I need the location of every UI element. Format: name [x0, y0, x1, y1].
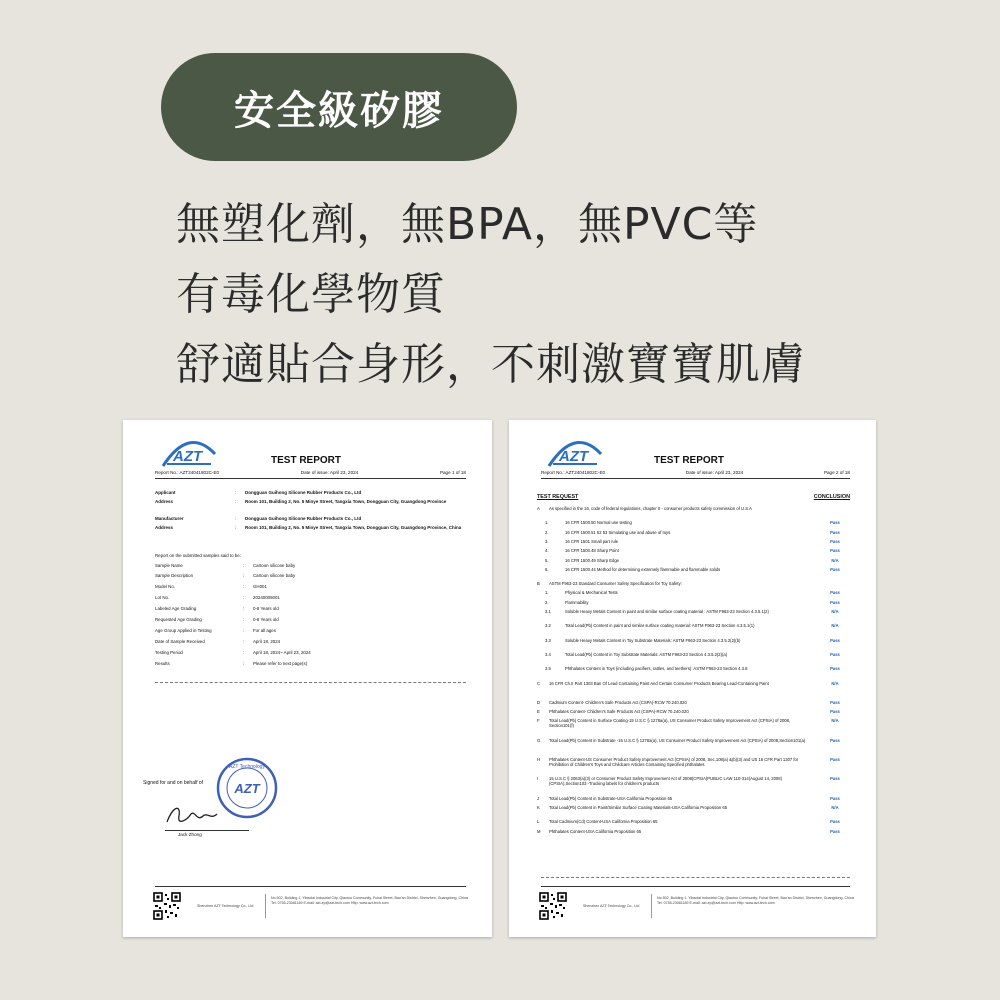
headline-line-2: 有毒化學物質	[176, 269, 446, 320]
footer-company: Shenzhen AZT Technology Co., Ltd	[583, 904, 640, 908]
report-footer	[539, 892, 854, 922]
test-item-text: 16 CFR Ch.II Part 1303 Ban Of Lead Containing Paint And Certain Consumer Products Bearing Lead-Containing Paint	[549, 680, 769, 686]
test-item-mark: C	[537, 680, 541, 686]
headline-line-1: 無塑化劑，無BPA，無PVC等	[176, 199, 759, 250]
test-item-text: 16 CFR 1500.44 Method for determining extremely flammable and flammable solids	[565, 566, 721, 572]
footer-separator	[265, 894, 266, 918]
test-item-result: Pass	[830, 548, 840, 554]
test-item-mark: L	[537, 819, 540, 825]
sample-row: Lot No. : 20240005001	[155, 595, 280, 600]
test-item-result: Pass	[830, 828, 840, 834]
test-item-text: As specified in the 16, code of federal regulations, chapter II - consumer products safety commission of U.S.A	[549, 506, 752, 511]
divider	[541, 478, 850, 479]
test-item-text: 16 CFR 1500.48 Sharp Point	[565, 548, 619, 554]
test-request-header	[537, 494, 850, 500]
test-item-mark: M	[537, 828, 541, 834]
divider	[155, 478, 466, 479]
footer-company: Shenzhen AZT Technology Co., Ltd	[197, 904, 254, 908]
test-item-mark: J	[537, 795, 540, 801]
sample-row: Model No. : GH001	[155, 584, 267, 589]
test-item-row	[537, 819, 850, 824]
test-item-mark: K	[537, 804, 540, 810]
test-item-result	[820, 506, 850, 511]
test-item-row	[537, 709, 850, 714]
test-item-result: Pass	[830, 651, 840, 657]
test-item-row	[537, 590, 850, 595]
test-item-row	[537, 829, 850, 834]
test-item-row	[537, 520, 850, 525]
test-item-row	[537, 700, 850, 705]
test-item-result: Pass	[830, 737, 840, 743]
company-row: Address : Room 101, Building 2, No. 5 Minye Street, Tangxia Town, Dongguan City, Guangdong Province, China	[155, 525, 462, 530]
test-item-mark: E	[537, 709, 540, 715]
report-meta	[155, 470, 466, 475]
test-item-row	[537, 776, 850, 786]
test-item-text: 16 CFR 1500.51 52 53 Simulating use and abuse of toys	[565, 529, 671, 535]
test-item-result: Pass	[830, 529, 840, 535]
report-date: Date of issue: April 23, 2024	[300, 470, 359, 475]
dashed-divider	[155, 682, 466, 683]
test-item-result: N/A	[831, 680, 839, 686]
test-item-mark: 3.	[545, 538, 549, 544]
sample-row: Requested Age Grading : 0-8 Years old	[155, 617, 279, 622]
conclusion-label: CONCLUSION	[813, 494, 850, 500]
azt-logo-icon	[159, 434, 219, 470]
svg-text:AZT: AZT	[173, 448, 203, 465]
svg-text:AZT: AZT	[559, 448, 589, 465]
qr-code-icon	[539, 892, 567, 920]
report-page: Page 2 of 18	[823, 470, 850, 475]
svg-text:AZT: AZT	[234, 781, 260, 796]
dashed-divider	[541, 877, 850, 878]
test-item-mark: 3.2	[545, 623, 551, 629]
test-item-result: N/A	[831, 804, 839, 810]
footer-address: No.502, Building 1, Yibaolai Industrial City, Qiaotou Community, Fuhai Street, Bao'an District, Shenzhen, Guangdong, China Tel: 0755-23081189 E-mail: azt-ep@azt-tech.com Http: www.azt-tech.com	[271, 896, 468, 905]
report-number: Report No.: AZT24041802C-E0	[155, 470, 220, 475]
test-item-text: 16 CFR 1500.50 Normal use testing	[565, 520, 632, 526]
sample-row: Results : Please refer to next page(s)	[155, 661, 308, 666]
test-item-text: ASTM F963-23 Standard Consumer Safety Specification for Toy Safety:	[549, 581, 682, 587]
test-item-row	[537, 548, 850, 553]
test-item-mark: 5.	[545, 557, 549, 563]
sample-row: Age Group Applied in Testing : For all ages	[155, 628, 276, 633]
test-item-mark: A	[537, 506, 540, 511]
test-item-text: Total Lead(Pb) Content in paint and similar surface coating material: ASTM F963-23 Section 4.3.5.1(1)	[565, 623, 755, 629]
test-item-row	[537, 757, 850, 767]
test-item-text: Flammability	[565, 599, 589, 605]
test-item-result	[820, 581, 850, 586]
title-banner	[161, 53, 517, 161]
test-item-row	[537, 506, 850, 511]
test-item-row	[537, 738, 850, 743]
azt-logo-icon	[545, 434, 605, 470]
company-row: Address : Room 101, Building 2, No. 5 Minye Street, Tangxia Town, Dongguan City, Guangdong Province	[155, 499, 447, 504]
test-item-result: Pass	[830, 666, 840, 672]
test-item-result: Pass	[830, 819, 840, 825]
test-item-result: N/A	[831, 557, 839, 563]
test-item-text: Physical & Mechanical Tests	[565, 590, 618, 596]
test-item-result: Pass	[830, 757, 840, 762]
test-item-mark: G	[537, 737, 541, 743]
test-item-row	[537, 581, 850, 586]
test-item-mark: F	[537, 718, 540, 724]
test-report-page-1	[123, 420, 492, 937]
test-item-result: Pass	[830, 599, 840, 605]
signature-icon	[161, 800, 231, 830]
test-item-result: Pass	[830, 590, 840, 596]
test-item-mark: I	[537, 776, 539, 782]
test-item-text: Total Lead(Pb) Content in Toy Substrate Materials: ASTM F963-23 Section 4.3.5.2(2)(a)	[565, 651, 728, 657]
sample-row: Sample Name : Cartoon silicone baby	[155, 563, 296, 568]
test-item-mark: 1.	[545, 520, 549, 526]
report-footer	[153, 892, 470, 922]
test-item-row	[537, 623, 850, 628]
test-item-mark: 1.	[545, 590, 549, 596]
company-row: Applicant : Dongguan Guihong Silicone Rubber Products Co., Ltd	[155, 490, 362, 495]
test-item-text: Phthalates Content-US Consumer Product Safety Improvement Act (CPSIA) of 2008, Sec.108(a) &(b)(3) and US 16 CFR Part 1307 for Prohibition of Children's Toys and Childcare Articles Containing Specified phthalates	[549, 757, 799, 767]
signed-label: Signed for and on behalf of	[143, 780, 204, 786]
sample-intro: Report on the submitted samples said to be:	[155, 553, 241, 558]
test-item-mark: D	[537, 699, 541, 705]
test-item-row	[537, 530, 850, 535]
test-item-result: N/A	[831, 609, 839, 614]
test-item-mark: B	[537, 581, 540, 587]
test-report-page-2	[509, 420, 876, 937]
test-item-text: Phthalates Content- Children's Safe Products Act (CSPA)-RCW 70.240.020	[549, 709, 689, 715]
report-title: TEST REPORT	[271, 455, 342, 466]
test-item-result: Pass	[830, 776, 840, 782]
test-request-label: TEST REQUEST	[537, 494, 579, 500]
test-item-text: Cadmium Content- Children's Safe Products Act (CSPA)-RCW 70.240.020	[549, 699, 687, 705]
svg-text:AZT Technology: AZT Technology	[229, 764, 265, 770]
test-item-result: N/A	[831, 623, 839, 629]
report-title: TEST REPORT	[654, 455, 725, 466]
company-row: Manufacturer : Dongguan Guihong Silicone Rubber Products Co., Ltd	[155, 516, 362, 521]
test-item-result: Pass	[830, 566, 840, 572]
test-item-row	[537, 718, 850, 728]
report-meta	[541, 470, 850, 475]
banner-label: 安全級矽膠	[234, 87, 444, 134]
test-item-mark: 4.	[545, 548, 549, 554]
test-item-text: 16 CFR 1501 Small part rule	[565, 538, 619, 544]
test-item-row	[537, 567, 850, 572]
report-number: Report No.: AZT24041802C-E0	[541, 470, 606, 475]
test-item-row	[537, 681, 850, 686]
test-item-result: Pass	[830, 637, 840, 643]
test-item-row	[537, 539, 850, 544]
test-item-result: Pass	[830, 538, 840, 544]
sample-row: Sample Description : Cartoon silicone baby	[155, 573, 296, 578]
footer-address: No.502, Building 1, Yibaolai Industrial City, Qiaotou Community, Fuhai Street, Bao'an District, Shenzhen, Guangdong, China Tel: 0755-23081189 E-mail: azt-ep@azt-tech.com Http: www.azt-tech.com	[657, 896, 854, 905]
test-item-mark: 3.3	[545, 637, 551, 643]
test-item-row	[537, 666, 850, 671]
test-item-text: Total Cadmium(Cd) Content-USA California Proposition 65	[549, 819, 658, 825]
test-item-text: 16 CFR 1500.49 Sharp Edge	[565, 557, 620, 563]
test-item-text: Total Lead(Pb) Content in Substrate -15 U.S.C § 1278a(a), US Consumer Product Safety Improvement Act (CPSIA) of 2008,Section101(a)	[549, 737, 806, 743]
test-item-result: Pass	[830, 709, 840, 715]
sample-row: Date of Sample Received : April 18, 2024	[155, 639, 281, 644]
test-item-result: N/A	[831, 718, 839, 724]
headline	[176, 190, 976, 400]
test-item-mark: 2.	[545, 529, 549, 535]
test-item-text: Total Lead(Pb) Content in Surface Coating-15 U.S.C § 1278a(a), US Consumer Product Safety Improvement Act (CPSIA) of 2008, Section101(f)	[549, 718, 791, 729]
test-item-mark: 3.5	[545, 666, 551, 672]
test-item-row	[537, 805, 850, 810]
test-item-text: Total Lead(Pb) Content in Paint/Similar Surface Coating Materials-USA California Proposition 65	[549, 804, 728, 810]
test-item-mark: 6.	[545, 566, 549, 572]
report-date: Date of issue: April 23, 2024	[685, 470, 744, 475]
test-item-text: Phthalates Content-USA California Proposition 65	[549, 828, 642, 834]
footer-divider	[155, 886, 466, 887]
test-item-row	[537, 796, 850, 801]
test-item-result: Pass	[830, 520, 840, 526]
test-item-row	[537, 600, 850, 605]
test-item-text: Phthalates Content in Toys (including pacifiers, rattles, and teethers): ASTM F963-23 Section 4.3.8	[565, 666, 748, 672]
test-item-row	[537, 558, 850, 563]
headline-line-3: 舒適貼合身形，不刺激寶寶肌膚	[176, 339, 806, 390]
test-item-mark: 2.	[545, 599, 549, 605]
test-item-text: Soluble Heavy Metals Content in paint and similar surface coating material : ASTM F963-23 Section 4.3.5.1(2)	[565, 609, 769, 614]
signature-line	[165, 830, 249, 831]
test-item-text: Soluble Heavy Metals Content in Toy Substrate Materials: ASTM F963-23 Section 4.3.5.2(2)(b)	[565, 637, 741, 643]
report-page: Page 1 of 18	[439, 470, 466, 475]
test-item-row	[537, 638, 850, 643]
test-item-text: 15 U.S.C § 2063(a)(3) or Consumer Product Safety Improvement Act of 2008(CPSIA)PUBLIC LAW 110-314(August 14, 2008)(CPSIA),Section103 -Tracking labels for children's products	[549, 776, 782, 787]
test-item-row	[537, 652, 850, 657]
signer-name: Jack Zhong	[178, 832, 202, 837]
footer-separator	[651, 894, 652, 918]
sample-row: Testing Period : April 18, 2024~ April 23, 2024	[155, 650, 311, 655]
test-item-result: Pass	[830, 699, 840, 705]
test-item-mark: 3.4	[545, 651, 551, 657]
qr-code-icon	[153, 892, 181, 920]
test-item-row	[537, 609, 850, 614]
test-item-mark: H	[537, 757, 541, 762]
footer-divider	[541, 886, 850, 887]
test-item-mark: 3.1	[545, 609, 551, 614]
sample-row: Labeled Age Grading : 0-8 Years old	[155, 606, 279, 611]
test-item-result: Pass	[830, 795, 840, 801]
test-item-text: Total Lead(Pb) Content in Substrate-USA California Proposition 65	[549, 795, 673, 801]
